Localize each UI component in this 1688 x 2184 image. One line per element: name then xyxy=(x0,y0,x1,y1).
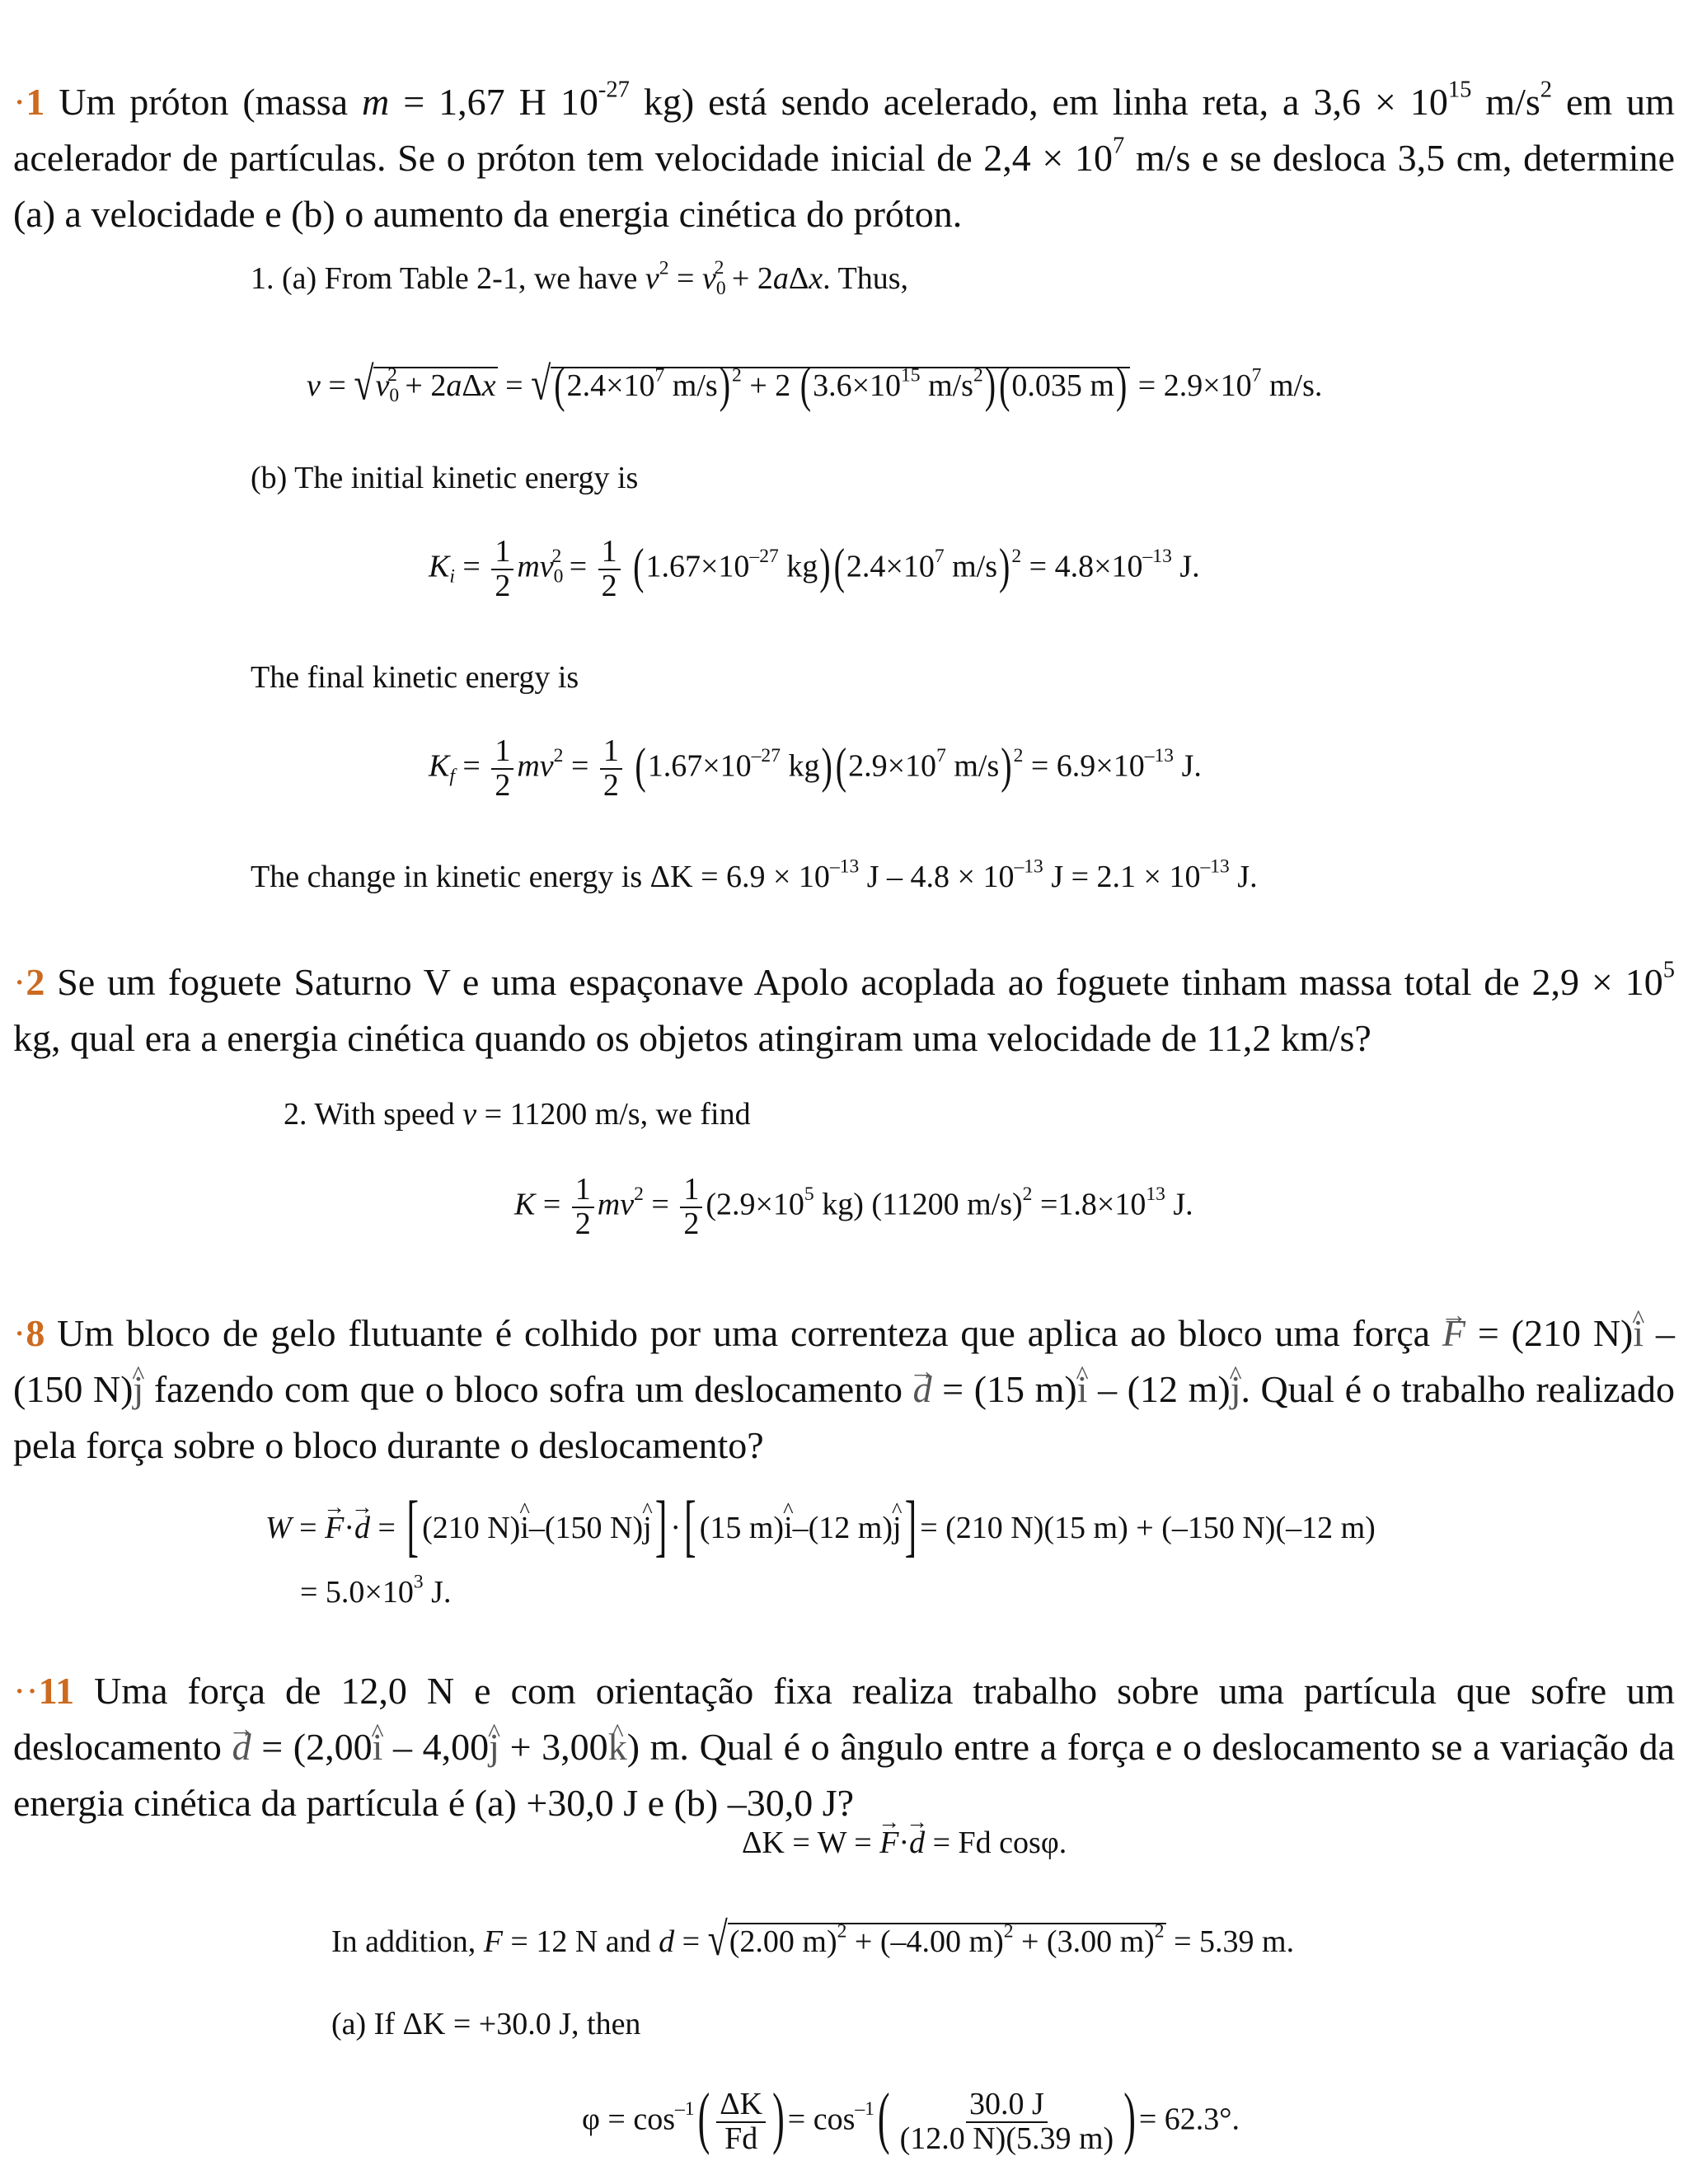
fraction-denominator: (12.0 N)(5.39 m) xyxy=(899,2121,1114,2156)
statement-text: m/s e se desloca 3,5 cm, determine (a) a velocidade e (b) o aumento da energia cinética do próton. xyxy=(13,137,1675,235)
solution-1-line4 xyxy=(251,857,1258,897)
exponent: –13 xyxy=(1142,545,1172,567)
exponent: 7 xyxy=(1113,133,1125,159)
statement-text: ) m. Qual é o ângulo entre a força e o deslocamento se a variação da energia cinética da partícula é (a) +30,0 J e (b) –30,0 J? xyxy=(13,1726,1675,1824)
problem-dot: ·· xyxy=(13,1670,39,1712)
exponent: 2 xyxy=(1540,77,1553,103)
equation-term: (210 N) xyxy=(422,1511,521,1545)
equation-k: K = $\frac{1}{2}$ $mv^2$ = $\frac{1}{2}$ ($2.9\times 10^5$ kg) (11200 $m/s)^2 =1.8\times 10^{13}$ J. xyxy=(514,1172,1193,1241)
solution-text: In addition, xyxy=(331,1924,484,1959)
problem-11-statement: ··11 Uma força de 12,0 N e com orientação fixa realiza trabalho sobre uma partícula que sofre um deslocamento → d = (2,00^ i – 4,00^ j + 3,00^ k) m. Qual é o ângulo entre a força e o deslocamento se a variação da energia cinética da partícula é (a) +30,0 J e (b) –30,0 J? xyxy=(13,1663,1675,1831)
statement-text: Um próton (massa xyxy=(45,81,363,123)
problem-1-statement: ·1 Um próton (massa m = 1,67 H $10^{-27}$ kg) está sendo acelerado, em linha reta, a $3,6 \times 10^{15}$ $m/s^2$ em um acelerador de partículas. Se o próton tem velocidade inicial de $2,4 \times 10^7$ m/s e se desloca 3,5 cm, determine (a) a velocidade e (b) o aumento da energia cinética do próton. xyxy=(13,77,1675,235)
solution-2-line1: 2. With speed v = 11200 m/s, we find xyxy=(284,1097,751,1132)
equation-result: = (210 N)(15 m) + (–150 N)(–12 m) xyxy=(920,1511,1376,1545)
statement-text: Se um foguete Saturno V e uma espaçonave Apolo acoplada ao foguete tinham massa total de 2,9 × 10 xyxy=(45,961,1663,1003)
problem-number: 11 xyxy=(38,1670,75,1712)
solution-text: J. xyxy=(1229,860,1258,894)
problem-dot: · xyxy=(13,961,26,1003)
solution-1-line1: 1. (a) From Table 2-1, we have $v^2 = v_0^2 + 2a\Delta x$. Thus, xyxy=(251,257,908,300)
equation-ki: $K_i$ = $\frac{1}{2}$ $mv_0^2$ = $\frac{1}{2}$ ($1.67\times 10^{-27}$ kg) ($2.4\times 10^7$ $m/s)^2 = 4.8\times 10^{-13}$ J. xyxy=(429,534,1200,603)
fraction-denominator: Fd xyxy=(724,2121,758,2156)
exponent: –13 xyxy=(1014,855,1043,878)
statement-text: – (12 m) xyxy=(1087,1368,1231,1410)
exponent: -27 xyxy=(598,77,630,103)
equation-term: kg) (11200 m/s) xyxy=(814,1187,1023,1222)
solution-text: 2. With speed xyxy=(284,1097,463,1132)
equation-term: + (–4.00 m) xyxy=(846,1924,1004,1959)
problem-number: 2 xyxy=(26,961,45,1003)
problem-8-statement: ·8 Um bloco de gelo flutuante é colhido por uma correnteza que aplica ao bloco uma força → F = (210 N)^ i – (150 N)^ j fazendo com que o bloco sofra um deslocamento → d = (15 m)^ i – (12 m)^ j. Qual é o trabalho realizado pela força sobre o bloco durante o deslocamento? xyxy=(13,1305,1675,1474)
equation-unit: J. xyxy=(423,1575,452,1610)
equation-term: φ = cos xyxy=(582,2102,676,2137)
equation-term: ΔK = W = xyxy=(742,1825,880,1860)
equation-phi: $\varphi = \cos^{-1}$( $\frac{\Delta K}{Fd}$ ) = $\cos^{-1}$( $\frac{30.0 J}{(12.0 N)(5.39 m)}$ ) = 62.3°. xyxy=(582,2079,1240,2156)
statement-text: fazendo com que o bloco sofra um deslocamento xyxy=(143,1368,913,1410)
equation-result: = 6.9×10 xyxy=(1030,748,1145,784)
equation-dk: ΔK = W = → F·→ d = Fd cosφ. xyxy=(742,1825,1067,1861)
solution-text: d xyxy=(659,1924,675,1959)
statement-text: Um bloco de gelo flutuante é colhido por uma correnteza que aplica ao bloco uma força xyxy=(45,1312,1442,1354)
exponent: 2 xyxy=(1022,1183,1033,1205)
exponent: 13 xyxy=(1146,1183,1165,1205)
equation-term: (2.9×10 xyxy=(706,1187,804,1222)
solution-text: The change in kinetic energy is ΔK = 6.9 × 10 xyxy=(251,860,830,894)
exponent: –1 xyxy=(855,2097,874,2120)
exponent: 5 xyxy=(1662,957,1675,983)
equation-term: = Fd cosφ. xyxy=(925,1825,1067,1860)
solution-text: = 12 N and xyxy=(502,1924,659,1959)
exponent: 5 xyxy=(804,1183,814,1205)
equation-kf: $K_f$ = $\frac{1}{2}$ $mv^2$ = $\frac{1}{2}$ ($1.67\times 10^{-27}$ kg) ($2.9\times 10^7$ $m/s)^2 = 6.9\times 10^{-13}$ J. xyxy=(429,733,1202,803)
solution-11-line3: (a) If ΔK = +30.0 J, then xyxy=(331,2007,641,2041)
statement-text: = (210 N) xyxy=(1465,1312,1634,1354)
statement-text: – (150 N) xyxy=(13,1312,1676,1410)
fraction-numerator: 30.0 J xyxy=(966,2088,1048,2123)
equation-term: = cos xyxy=(787,2102,856,2137)
equation-term: + (3.00 m) xyxy=(1013,1924,1155,1959)
equation-unit: m/s. xyxy=(1261,368,1323,403)
exponent: –13 xyxy=(1144,744,1175,766)
solution-text: = 11200 m/s, we find xyxy=(476,1097,751,1132)
equation-unit: J. xyxy=(1171,549,1200,584)
equation-result: = 4.8×10 xyxy=(1029,549,1143,584)
solution-1-line2: (b) The initial kinetic energy is xyxy=(251,461,639,495)
statement-text: . Qual é o trabalho realizado pela força sobre o bloco durante o deslocamento? xyxy=(13,1368,1676,1466)
equation-term: –(150 N) xyxy=(528,1511,644,1545)
equation-result: = 5.39 m. xyxy=(1165,1924,1295,1959)
fraction-numerator: ΔK xyxy=(716,2088,766,2123)
statement-text: = (2,00 xyxy=(251,1726,373,1768)
statement-text: kg, qual era a energia cinética quando os objetos atingiram uma velocidade de 11,2 km/s? xyxy=(13,1017,1372,1059)
problem-number: 8 xyxy=(26,1312,45,1354)
solution-text: J = 2.1 × 10 xyxy=(1043,860,1201,894)
exponent: 7 xyxy=(1251,364,1262,387)
statement-text: em um acelerador de partículas. Se o próton tem velocidade inicial de 2,4 × 10 xyxy=(13,81,1675,179)
problem-number: 1 xyxy=(26,81,45,123)
problem-dot: · xyxy=(13,81,26,123)
problem-2-statement xyxy=(13,954,1675,1066)
problem-dot: · xyxy=(13,1312,26,1354)
solution-text: 1. (a) From Table 2-1, we have xyxy=(251,261,638,296)
solution-text: F xyxy=(483,1924,503,1959)
statement-text: – 4,00 xyxy=(382,1726,490,1768)
equation-w-result xyxy=(300,1571,452,1610)
equation-term: –(12 m) xyxy=(792,1511,893,1545)
statement-text: = 1,67 H 10 xyxy=(389,81,598,123)
equation-result: = 5.0×10 xyxy=(300,1575,414,1610)
statement-text: kg) está sendo acelerado, em linha reta, a 3,6 × 10 xyxy=(629,81,1448,123)
solution-1-line3: The final kinetic energy is xyxy=(251,660,579,695)
equation-result: = 2.9×10 xyxy=(1137,368,1252,403)
equation-v: $v = √v_0^2 + 2a\Delta x$ = √ ($2.4\times 10^7$ m/s)$^2$ + 2 ($3.6\times 10^{15}$ $m/s^2$) (0.035 $m) = 2.9\times 10^7$ m/s. xyxy=(307,356,1323,413)
statement-text: Uma força de 12,0 N e com orientação fixa realiza trabalho sobre uma partícula que sofre um deslocamento xyxy=(13,1670,1675,1768)
exponent: –13 xyxy=(1200,855,1230,878)
equation-term: (2.00 m) xyxy=(729,1924,837,1959)
equation-result: = 62.3°. xyxy=(1138,2102,1240,2137)
solution-text: J – 4.8 × 10 xyxy=(859,860,1015,894)
statement-text: m/s xyxy=(1471,81,1540,123)
equation-unit: J. xyxy=(1174,748,1202,784)
solution-text: . Thus, xyxy=(823,261,908,296)
statement-text: + 3,00 xyxy=(499,1726,608,1768)
equation-result: =1.8×10 xyxy=(1032,1187,1146,1222)
equation-term: (15 m) xyxy=(699,1511,785,1545)
solution-11-line2: In addition, F = 12 N and d = √(2.00 m)$^2$ + (–4.00 m)$^2$ + (3.00 m)$^2$ = 5.39 m. xyxy=(331,1913,1295,1966)
exponent: 3 xyxy=(413,1571,424,1593)
statement-text: = (15 m) xyxy=(931,1368,1077,1410)
exponent: 15 xyxy=(1447,77,1472,103)
equation-w: W = → F·→ d = [ (210 N)^ i–(150 N)^ j] ·[ (15 m)^ i–(12 m)^ j] = (210 N)(15 m) + (–150 N)(–12 m) xyxy=(265,1505,1376,1547)
exponent: –13 xyxy=(829,855,860,878)
exponent: –1 xyxy=(675,2097,695,2120)
equation-unit: J. xyxy=(1165,1187,1193,1222)
